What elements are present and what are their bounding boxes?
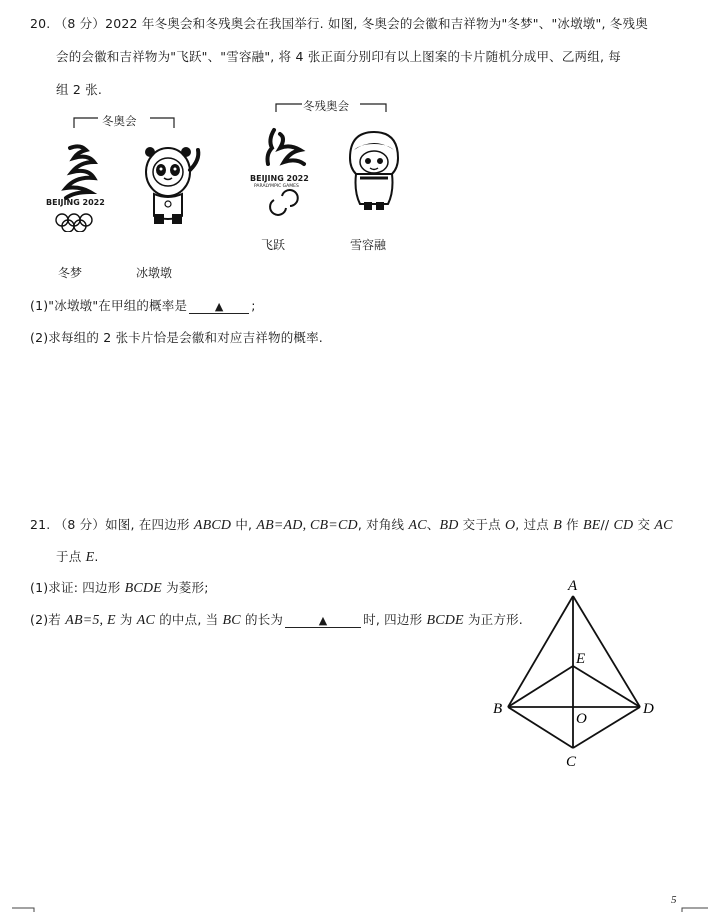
q20-part1-text: (1)"冰墩墩"在甲组的概率是 (30, 298, 188, 313)
caption-feiyue: 飞跃 (261, 238, 286, 252)
q21-text: , 过点 (515, 517, 554, 532)
quadrilateral-figure (480, 570, 680, 780)
q20-line1: 20. （8 分）2022 年冬奥会和冬残奥会在我国举行. 如图, 冬奥会的会徽和吉祥物为"冬梦"、"冰墩墩", 冬残奥 (30, 16, 648, 31)
q20-part1 (30, 296, 256, 314)
dongmeng-emblem (40, 140, 120, 232)
group-para-label: 冬残奥会 (303, 99, 349, 113)
q21-math: BCDE (124, 581, 162, 596)
q20-line2: 会的会徽和吉祥物为"飞跃"、"雪容融", 将 4 张正面分别印有以上图案的卡片随机分成甲、乙两组, 每 (56, 49, 621, 64)
xuerongrong-mascot-icon (340, 128, 410, 214)
segment-ab (508, 596, 573, 707)
q21-math: O (504, 518, 516, 533)
caption-dongmeng: 冬梦 (58, 266, 83, 280)
label-b: B (493, 701, 503, 717)
q21-text: 为菱形; (161, 580, 209, 595)
q21-math: AC (136, 613, 156, 628)
q21-text: 交于点 (458, 517, 505, 532)
q21-text: 时, 四边形 (363, 612, 427, 627)
segment-de (573, 666, 640, 707)
q21-text: 的中点, 当 (155, 612, 223, 627)
label-e: E (576, 651, 586, 667)
q21-text: 中, (231, 517, 257, 532)
q20-part1-answer-blank (189, 301, 249, 314)
q21-text: (2)若 (30, 612, 66, 627)
corner-mark-right (680, 898, 710, 912)
q21-part2 (30, 610, 523, 629)
q21-math: BC (222, 613, 241, 628)
group-winter-label: 冬奥会 (102, 114, 137, 128)
q21-line2 (56, 547, 99, 566)
q21-math: ABCD (193, 518, 232, 533)
corner-mark-left (10, 898, 40, 912)
page-number: 5 (671, 894, 677, 906)
q21-math: AC (408, 518, 427, 533)
q21-text: 于点 (56, 549, 86, 564)
q20-line3: 组 2 张. (56, 82, 103, 97)
dongmeng-emblem-icon (40, 140, 120, 232)
q21-line1 (30, 515, 673, 534)
answer-marker-icon: ▲ (214, 300, 224, 313)
q21-text: // (600, 517, 614, 532)
q21-math: AB=AD, CB=CD (256, 518, 358, 533)
q21-math: BE (583, 518, 601, 533)
answer-marker-icon: ▲ (318, 614, 328, 627)
q20-part2: (2)求每组的 2 张卡片恰是会徽和对应吉祥物的概率. (30, 330, 323, 345)
label-c: C (566, 754, 577, 770)
label-d: D (643, 701, 654, 717)
feiyue-emblem (246, 124, 326, 220)
bingdwendwen-mascot (138, 140, 208, 228)
q21-math: B (553, 518, 562, 533)
q21-text: 21. （8 分）如图, 在四边形 (30, 517, 194, 532)
q21-part2-answer-blank (285, 615, 361, 628)
xuerongrong-mascot (340, 128, 410, 214)
q21-text: , 对角线 (357, 517, 409, 532)
q21-text: 为 (115, 612, 137, 627)
q21-text: 的长为 (240, 612, 284, 627)
q21-text: 作 (561, 517, 583, 532)
q21-math: BD (439, 518, 459, 533)
label-a: A (568, 578, 578, 594)
q21-math: AC (654, 518, 673, 533)
feiyue-emblem-icon (246, 124, 326, 220)
q21-math: CD (613, 518, 634, 533)
q21-text: (1)求证: 四边形 (30, 580, 125, 595)
caption-xuerongrong: 雪容融 (350, 238, 387, 252)
q21-text: 为正方形. (463, 612, 523, 627)
segment-bc (508, 707, 573, 748)
label-o: O (576, 711, 587, 727)
q20-part1-end: ; (251, 298, 256, 313)
q21-math: BCDE (426, 613, 464, 628)
feiyue-emblem-subtext: PARALYMPIC GAMES (254, 184, 299, 189)
feiyue-emblem-text: BEIJING 2022 (250, 174, 309, 183)
bingdwendwen-mascot-icon (138, 140, 208, 228)
q21-part1 (30, 578, 209, 597)
segment-be (508, 666, 573, 707)
q21-text: . (94, 549, 99, 564)
q21-math: E (85, 550, 95, 565)
caption-bingdwendwen: 冰墩墩 (136, 266, 173, 280)
q21-text: 交 (633, 517, 655, 532)
q21-math: AB=5, E (65, 613, 116, 628)
q21-text: 、 (426, 517, 440, 532)
dongmeng-emblem-text: BEIJING 2022 (46, 198, 105, 207)
